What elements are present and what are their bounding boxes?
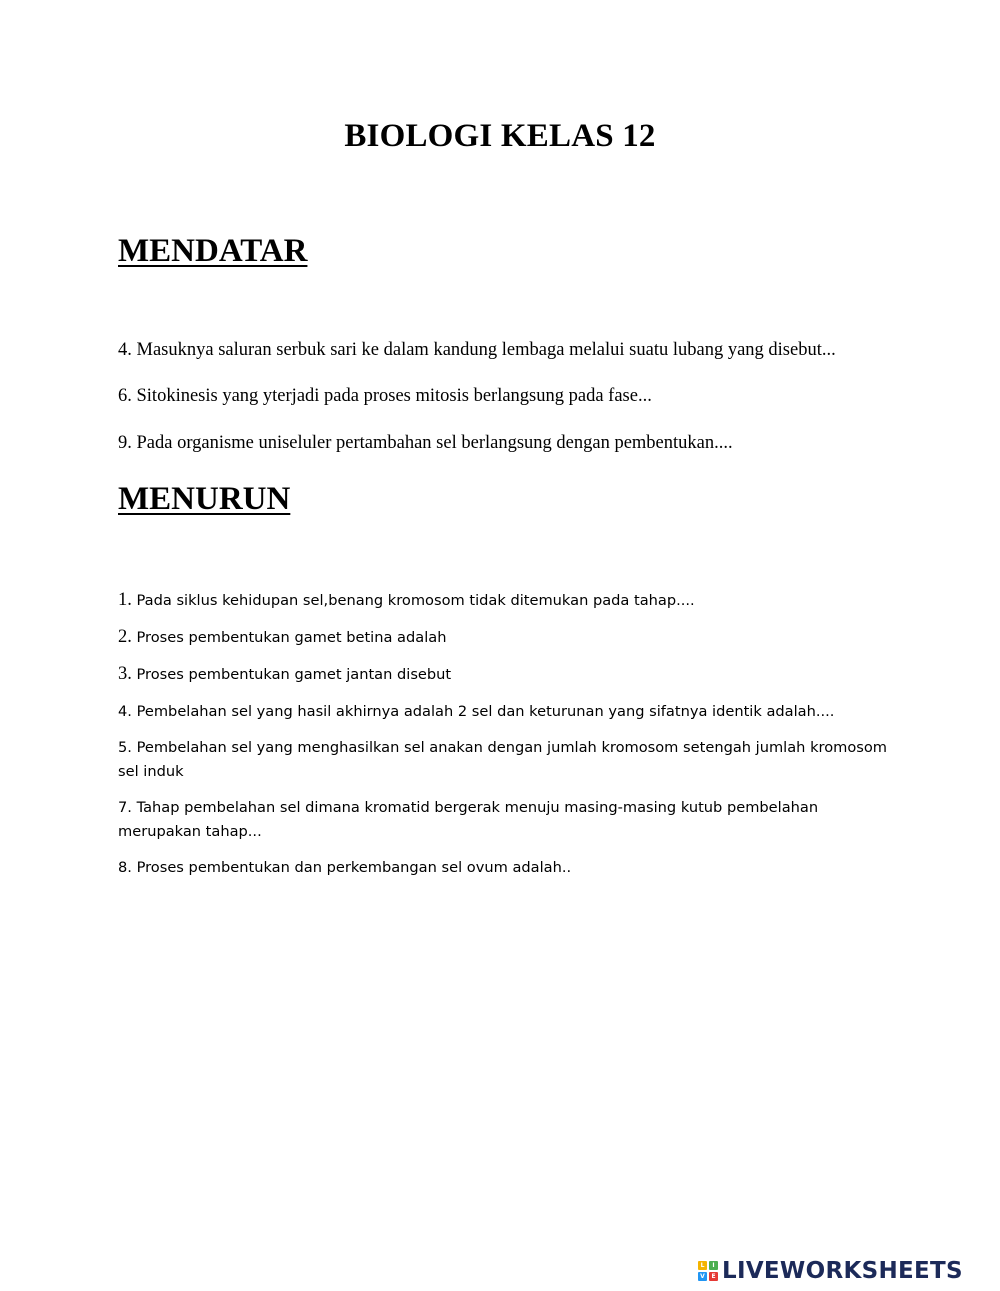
- item-text: Pembelahan sel yang hasil akhirnya adalah 2 sel dan keturunan yang sifatnya identik adalah....: [136, 703, 835, 720]
- item-text: Proses pembentukan dan perkembangan sel ovum adalah..: [136, 859, 572, 876]
- section-heading-menurun: MENURUN: [118, 481, 291, 517]
- menurun-item: [118, 700, 893, 724]
- page-title: BIOLOGI KELAS 12: [344, 118, 656, 154]
- item-number: 5.: [118, 739, 132, 756]
- item-number: 2.: [118, 627, 132, 647]
- item-text: Proses pembentukan gamet jantan disebut: [136, 666, 452, 683]
- item-text: Pembelahan sel yang menghasilkan sel anakan dengan jumlah kromosom setengah jumlah kromosom sel induk: [118, 739, 888, 780]
- menurun-item: [118, 856, 893, 880]
- logo-text: LIVEWORKSHEETS: [722, 1258, 963, 1284]
- logo-mark-tile: V: [698, 1272, 707, 1281]
- menurun-item: [118, 625, 893, 650]
- menurun-item: [118, 736, 893, 784]
- mendatar-item: 9. Pada organisme uniseluler pertambahan sel berlangsung dengan pembentukan....: [118, 433, 733, 453]
- section-heading-mendatar: MENDATAR: [118, 233, 308, 269]
- item-text: Proses pembentukan gamet betina adalah: [136, 629, 447, 646]
- mendatar-item: 6. Sitokinesis yang yterjadi pada proses mitosis berlangsung pada fase...: [118, 386, 652, 406]
- item-number: 4.: [118, 703, 132, 720]
- logo-mark-tile: E: [709, 1272, 718, 1281]
- logo-mark-tile: L: [698, 1261, 707, 1270]
- mendatar-item: 4. Masuknya saluran serbuk sari ke dalam kandung lembaga melalui suatu lubang yang disebut...: [118, 340, 836, 360]
- item-number: 7.: [118, 799, 132, 816]
- item-text: Tahap pembelahan sel dimana kromatid bergerak menuju masing-masing kutub pembelahan merupakan tahap...: [118, 799, 819, 840]
- menurun-item: [118, 662, 893, 687]
- item-number: 1.: [118, 590, 132, 610]
- item-text: Pada siklus kehidupan sel,benang kromosom tidak ditemukan pada tahap....: [136, 592, 695, 609]
- logo-mark-tile: I: [709, 1261, 718, 1270]
- item-number: 8.: [118, 859, 132, 876]
- menurun-item: [118, 588, 893, 613]
- liveworksheets-logo: [698, 1257, 963, 1285]
- liveworksheets-logo-icon: [698, 1261, 718, 1281]
- menurun-item: [118, 796, 893, 844]
- item-number: 3.: [118, 664, 132, 684]
